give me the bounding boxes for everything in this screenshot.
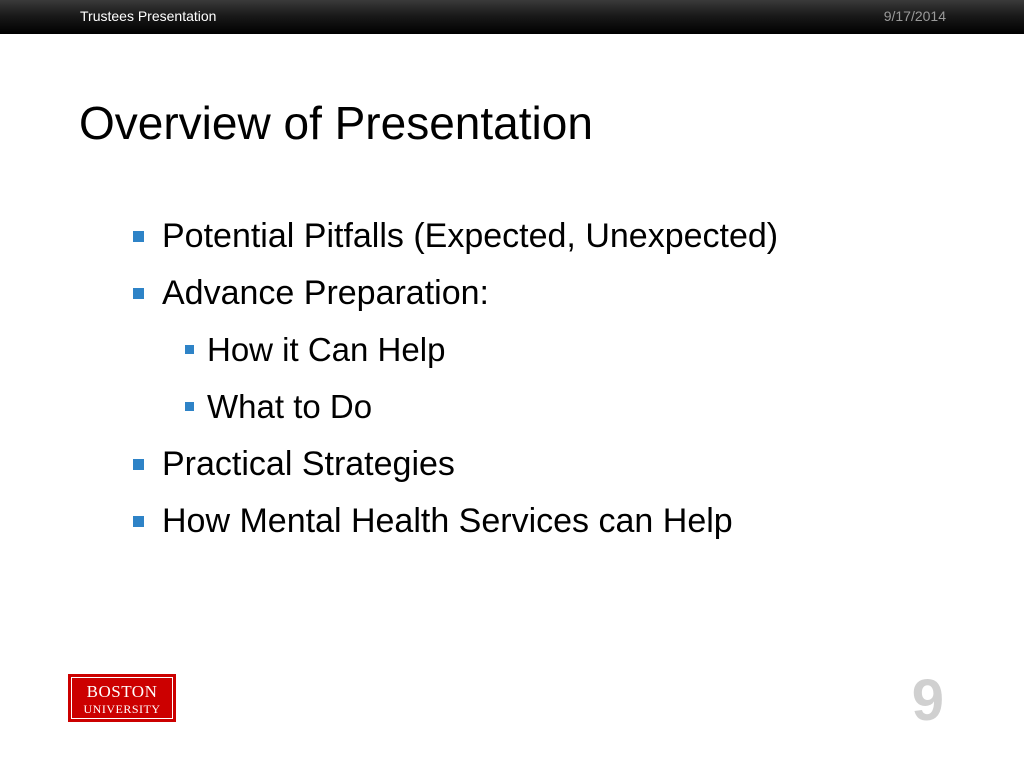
presentation-date: 9/17/2014 [883, 8, 946, 24]
logo-border [71, 677, 173, 719]
bullet-text: What to Do [207, 388, 373, 425]
square-bullet-icon [133, 288, 144, 299]
bullet-item [162, 216, 778, 256]
square-bullet-icon [185, 402, 194, 411]
bullet-text: Potential Pitfalls (Expected, Unexpected) [162, 217, 779, 255]
square-bullet-icon [185, 345, 194, 354]
header-bar [0, 0, 1024, 34]
bullet-item [162, 501, 733, 541]
bullet-text: How Mental Health Services can Help [162, 502, 733, 540]
page-number: 9 [911, 668, 944, 733]
sub-bullet-item [207, 330, 445, 370]
presentation-title: Trustees Presentation [80, 8, 217, 24]
square-bullet-icon [133, 459, 144, 470]
square-bullet-icon [133, 231, 144, 242]
bullet-text: How it Can Help [207, 331, 446, 368]
boston-university-logo [68, 674, 176, 722]
square-bullet-icon [133, 516, 144, 527]
bullet-text: Advance Preparation: [162, 274, 489, 312]
sub-bullet-item [207, 387, 372, 427]
bullet-item [162, 444, 455, 484]
logo-text-line2: UNIVERSITY [83, 702, 161, 716]
bullet-item [162, 273, 489, 313]
bullet-text: Practical Strategies [162, 445, 455, 483]
slide-title: Overview of Presentation [79, 97, 593, 149]
logo-text-line1: BOSTON [86, 682, 158, 701]
